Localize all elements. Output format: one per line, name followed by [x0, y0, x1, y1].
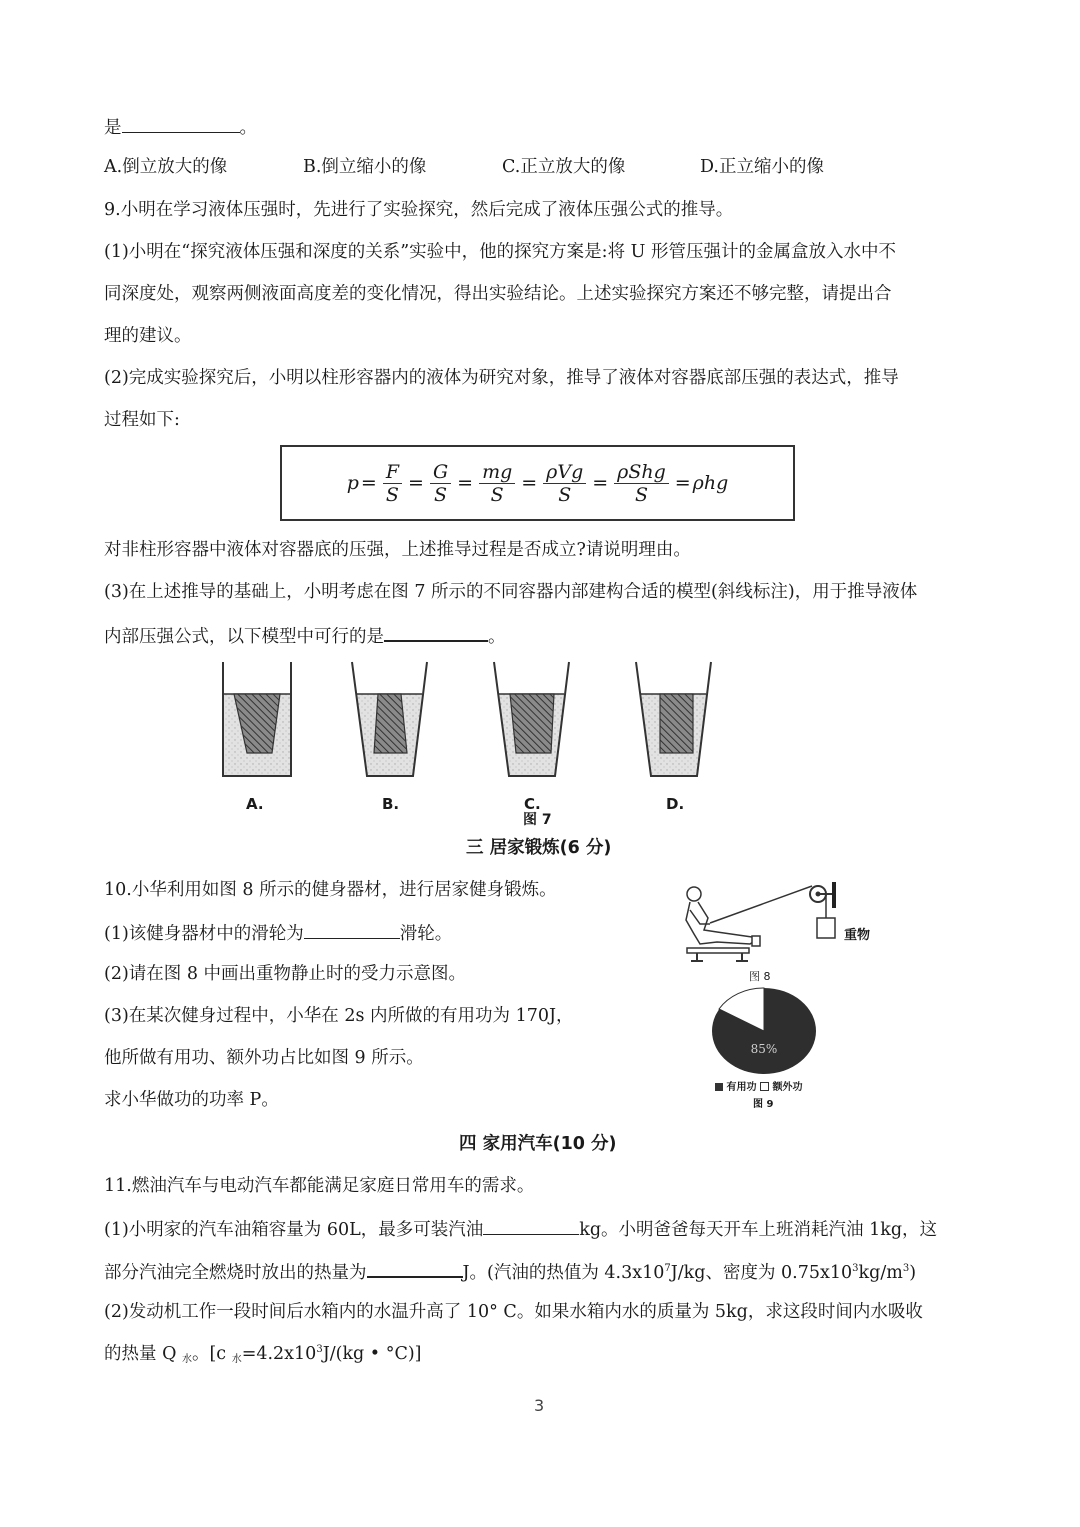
denominator: S — [385, 483, 399, 506]
figure-7-label-d: D. — [666, 795, 685, 813]
q10-part3-line3: 求小华做功的功率 P。 — [104, 1090, 279, 1110]
numerator: F — [383, 461, 402, 484]
q9-part3-prefix: 内部压强公式，以下模型中可行的是 — [104, 627, 384, 647]
q10-part2: (2)请在图 8 中画出重物静止时的受力示意图。 — [104, 964, 467, 984]
q11-heat-answer-blank[interactable] — [367, 1258, 463, 1278]
q9-part3-answer-blank[interactable] — [384, 622, 488, 642]
container-b — [352, 662, 427, 776]
q11-specific-heat-value: =4.2x10 — [241, 1344, 317, 1364]
q11-part2-line1: (2)发动机工作一段时间后水箱内的水温升高了 10° C。如果水箱内水的质量为 5kg，求这段时间内水吸收 — [104, 1302, 923, 1322]
q8-answer-line — [104, 114, 257, 140]
denominator: S — [558, 483, 572, 506]
fraction-f-s — [383, 461, 402, 506]
numerator: mg — [479, 461, 515, 484]
q11-mass-answer-blank[interactable] — [483, 1216, 579, 1235]
q11-heat-value-text: J。(汽油的热值为 4.3x10 — [462, 1263, 665, 1283]
equals-sign: = — [360, 472, 377, 494]
pie-chart-icon — [705, 985, 865, 1075]
q11-density-text: J/kg、密度为 0.75x10 — [670, 1263, 853, 1283]
q9-intro: 9.小明在学习液体压强时，先进行了实验探究，然后完成了液体压强公式的推导。 — [104, 200, 734, 220]
denominator: S — [634, 483, 648, 506]
fraction-rhovg-s — [543, 461, 586, 506]
section-3-heading: 三 居家锻炼(6 分) — [466, 838, 612, 858]
subscript: 水 — [181, 1354, 192, 1365]
fraction-g-s — [430, 461, 451, 506]
exponent: 3 — [902, 1263, 910, 1274]
section-4-heading: 四 家用汽车(10 分) — [459, 1134, 617, 1154]
q8-suffix: 。 — [239, 118, 257, 138]
closing-paren: ) — [909, 1263, 917, 1283]
q9-part3-line2 — [104, 622, 506, 649]
q11-part1-suffix: kg。小明爸爸每天开车上班消耗汽油 1kg，这 — [579, 1220, 938, 1240]
q10-part1-answer-blank[interactable] — [304, 920, 400, 939]
figure-9-pie-chart — [705, 985, 865, 1110]
legend-extra-work: 额外功 — [772, 1082, 803, 1093]
q9-part1-line2: 同深度处，观察两侧液面高度差的变化情况，得出实验结论。上述实验探究方案还不够完整，请提出合 — [104, 284, 892, 304]
denominator: S — [434, 483, 448, 506]
page-number: 3 — [534, 1396, 545, 1415]
q10-part3-line1: (3)在某次健身过程中，小华在 2s 内所做的有用功为 170J， — [104, 1006, 574, 1026]
equals-sign: = — [457, 472, 474, 494]
figure-7-label-a: A. — [246, 795, 264, 813]
numerator: G — [430, 461, 451, 484]
q9-part3-suffix: 。 — [488, 627, 506, 647]
q10-part1-suffix: 滑轮。 — [399, 924, 453, 944]
subscript: 水 — [231, 1354, 242, 1365]
q8-option-b: B.倒立缩小的像 — [303, 157, 427, 177]
q9-part2-line2: 过程如下: — [104, 410, 180, 430]
q9-part2-line1: (2)完成实验探究后，小明以柱形容器内的液体为研究对象，推导了液体对容器底部压强的表达式，推导 — [104, 368, 899, 388]
exponent: 3 — [316, 1344, 323, 1355]
figure-7-label-b: B. — [382, 795, 400, 813]
q10-part1-prefix: (1)该健身器材中的滑轮为 — [104, 924, 304, 944]
q11-part1-line2 — [104, 1258, 916, 1285]
q8-option-d: D.正立缩小的像 — [700, 157, 824, 177]
q10-part3-line2: 他所做有用功、额外功占比如图 9 所示。 — [104, 1048, 424, 1068]
q11-unit-text: kg/m — [858, 1263, 903, 1283]
container-a — [223, 662, 291, 776]
numerator: ρShg — [614, 461, 669, 484]
extra-work-swatch-icon — [760, 1082, 769, 1091]
pressure-derivation-formula — [280, 445, 795, 521]
q11-heat-q-text: 的热量 Q — [104, 1344, 182, 1364]
formula-lhs: p — [346, 472, 359, 494]
containers-diagram-icon — [210, 660, 870, 800]
denominator: S — [490, 483, 504, 506]
figure-8-caption: 图 8 — [749, 970, 771, 983]
q8-answer-blank[interactable] — [122, 114, 240, 133]
q10-intro: 10.小华利用如图 8 所示的健身器材，进行居家健身锻炼。 — [104, 880, 557, 900]
figure-8-fitness-machine — [672, 872, 882, 972]
legend-useful-work: 有用功 — [726, 1082, 757, 1093]
formula-rhs: ρhg — [692, 472, 729, 494]
equals-sign: = — [674, 472, 691, 494]
figure-7-label-c: C. — [524, 795, 541, 813]
q11-part2-line2 — [104, 1342, 422, 1366]
q11-part1-prefix: (1)小明家的汽车油箱容量为 60L，最多可装汽油 — [104, 1220, 484, 1240]
container-c — [494, 662, 569, 776]
weight-label: 重物 — [844, 928, 871, 943]
q10-part1 — [104, 920, 452, 946]
q11-specific-heat-unit: J/(kg • °C)] — [322, 1344, 422, 1364]
pie-percent-label: 85% — [750, 1042, 778, 1056]
equals-sign: = — [408, 472, 424, 494]
q11-heat-prefix: 部分汽油完全燃烧时放出的热量为 — [104, 1263, 367, 1283]
pie-legend — [715, 1078, 802, 1093]
fraction-mg-s — [479, 461, 515, 506]
exponent: 7 — [664, 1263, 671, 1274]
container-d — [636, 662, 711, 776]
equals-sign: = — [521, 472, 538, 494]
numerator: ρVg — [543, 461, 586, 484]
q8-option-c: C.正立放大的像 — [502, 157, 626, 177]
figure-7-containers — [210, 660, 870, 830]
q9-part1-line1: (1)小明在“探究液体压强和深度的关系”实验中，他的探究方案是:将 U 形管压强计的金属盒放入水中不 — [104, 242, 896, 262]
fraction-rhoshg-s — [614, 461, 669, 506]
q9-part3-line1: (3)在上述推导的基础上，小明考虑在图 7 所示的不同容器内部建构合适的模型(斜线标注)，用于推导液体 — [104, 582, 918, 602]
q9-part2-question: 对非柱形容器中液体对容器底的压强，上述推导过程是否成立?请说明理由。 — [104, 540, 691, 560]
q11-intro: 11.燃油汽车与电动汽车都能满足家庭日常用车的需求。 — [104, 1176, 535, 1196]
figure-7-caption: 图 7 — [523, 812, 552, 828]
q11-part1-line1 — [104, 1216, 937, 1242]
q11-c-text: 。[c — [191, 1344, 232, 1364]
useful-work-swatch-icon — [715, 1083, 723, 1091]
exponent: 3 — [852, 1263, 859, 1274]
rowing-person-pulley-icon — [672, 872, 882, 962]
equals-sign: = — [592, 472, 609, 494]
figure-9-caption: 图 9 — [753, 1099, 774, 1110]
q8-option-a: A.倒立放大的像 — [104, 157, 228, 177]
q9-part1-line3: 理的建议。 — [104, 326, 192, 346]
q8-prefix: 是 — [104, 118, 122, 138]
